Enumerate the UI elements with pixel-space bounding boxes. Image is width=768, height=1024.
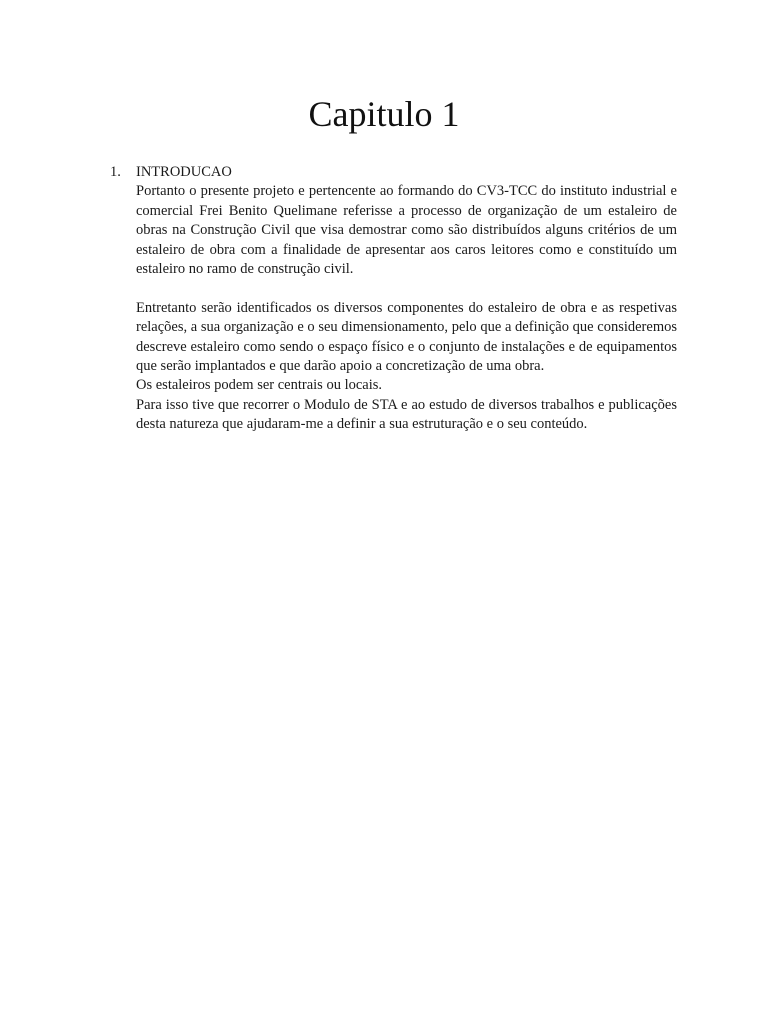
paragraph-2: Entretanto serão identificados os diversos componentes do estaleiro de obra e as respetivas relações, a sua organização e o seu dimensionamento, pelo que a definição que consideremos descreve estaleiro como sendo o espaço físico e o conjunto de instalações e de equipamentos que serão implantados e que darão apoio a concretização de uma obra. <box>136 299 677 375</box>
section-number: 1. <box>110 164 121 180</box>
section-introduction <box>110 163 677 435</box>
section-heading-text: INTRODUCAO <box>136 164 232 180</box>
section-heading <box>110 163 677 182</box>
chapter-title: Capitulo 1 <box>308 94 460 134</box>
paragraph-1: Portanto o presente projeto e pertencente ao formando do CV3-TCC do instituto industrial e comercial Frei Benito Quelimane referisse a processo de organização de um estaleiro de obras na Construção Civil que visa demostrar como são distribuídos alguns critérios de um estaleiro de obra com a finalidade de apresentar aos caros leitores como e constituído um estaleiro no ramo de construção civil. <box>136 183 677 278</box>
paragraph-3: Os estaleiros podem ser centrais ou locais. <box>136 377 383 394</box>
paragraph-4: Para isso tive que recorrer o Modulo de STA e ao estudo de diversos trabalhos e publicações desta natureza que ajudaram-me a definir a sua estruturação e o seu conteúdo. <box>136 396 677 433</box>
section-body <box>136 182 677 434</box>
paragraph-spacer <box>136 279 677 298</box>
